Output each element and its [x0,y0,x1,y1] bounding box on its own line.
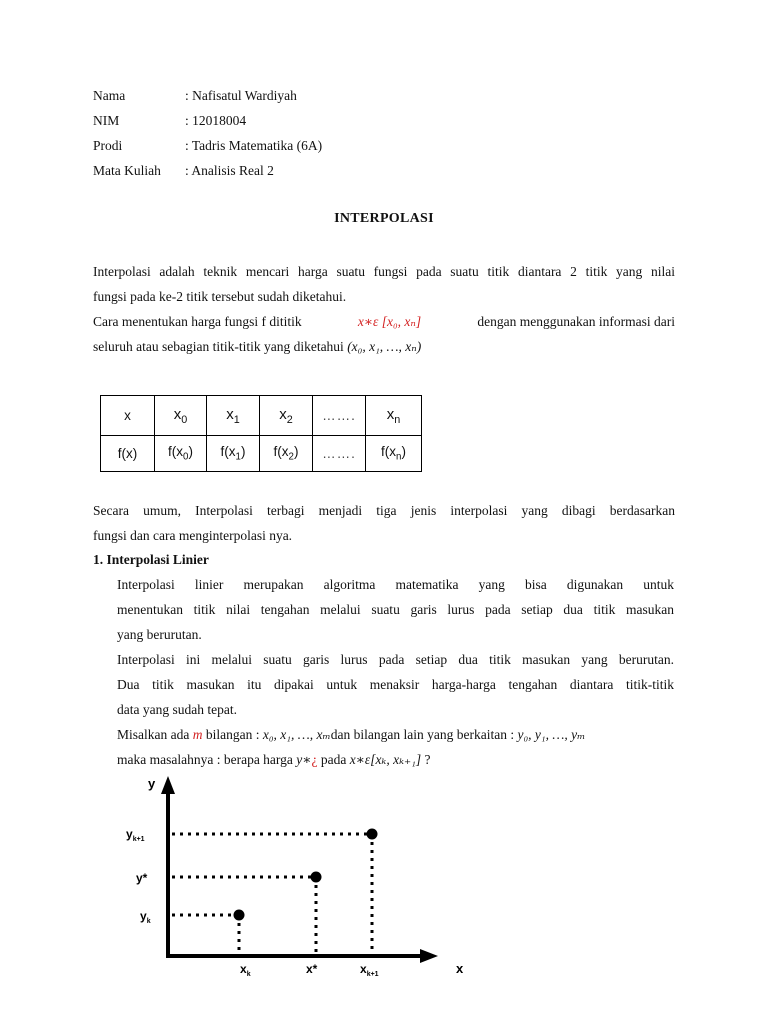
info-value: : Tadris Matematika (6A) [185,138,323,153]
text-line [93,334,675,359]
table-cell: $x_n$ [366,396,422,436]
table-cell: x [101,396,155,436]
y-tick-label: $y_{k+1}$ [126,827,145,843]
y-tick-label: y* [136,871,148,885]
section-heading: 1. Interpolasi Linier [93,552,209,567]
table-cell: ……. [313,436,366,472]
info-label: Nama [93,88,126,103]
text-line [117,722,674,747]
table-cell: $f(x_2)$ [260,436,313,472]
point-k [234,910,245,921]
text-segment: Cara menentukan harga fungsi f dititik [93,314,302,329]
text-line: fungsi pada ke-2 titik tersebut sudah diketahui. [93,289,347,304]
x-axis-label: x [456,961,464,976]
point-star [311,872,322,883]
math-expression: ¿ [311,752,318,767]
table-row [101,436,422,472]
text-line: Interpolasi linier merupakan algoritma matematika yang bisa digunakan untuk [117,577,674,592]
table-cell: $x_0$ [155,396,207,436]
interpolation-graph [0,770,768,1024]
text-line: data yang sudah tepat. [117,702,237,717]
y-tick-label: $y_k$ [140,909,151,925]
table-cell: $x_2$ [260,396,313,436]
y-axis-arrow-icon [161,776,175,794]
intro-paragraph [93,259,675,359]
info-value: : Analisis Real 2 [185,163,274,178]
text-line [117,747,674,772]
info-label: NIM [93,113,120,128]
math-expression: y∗ [296,752,312,767]
text-segment: seluruh atau sebagian titik-titik yang diketahui [93,339,344,354]
text-segment: bilangan : [205,727,260,742]
text-line: Interpolasi adalah teknik mencari harga suatu fungsi pada suatu titik diantara 2 titik yang nilai [93,264,675,279]
table-cell: f(x) [101,436,155,472]
math-expression: (x₀, x₁, …, xₙ) [347,339,422,354]
text-segment: ? [421,752,431,767]
point-k1 [367,829,378,840]
text-segment: dengan menggunakan informasi dari [477,314,675,329]
table-cell: $f(x_0)$ [155,436,207,472]
text-line: Dua titik masukan itu dipakai untuk menaksir harga-harga tengahan diantara titik-titik [117,677,674,692]
info-label: Mata Kuliah [93,163,161,178]
info-label: Prodi [93,138,123,153]
text-line: fungsi dan cara menginterpolasi nya. [93,528,293,543]
table-cell: $x_1$ [207,396,260,436]
x-axis-arrow-icon [420,949,438,963]
math-expression: m [192,727,203,742]
y-axis-label: y [148,776,156,791]
math-expression: x∗ε[xₖ, xₖ₊₁] [349,752,422,767]
text-line: yang berurutan. [117,627,202,642]
table-cell: $f(x_n)$ [366,436,422,472]
x-tick-label: x* [306,962,318,976]
text-line: Secara umum, Interpolasi terbagi menjadi tiga jenis interpolasi yang dibagi berdasarkan [93,503,675,518]
text-line: menentukan titik nilai tengahan melalui suatu garis lurus pada setiap dua titik masukan [117,602,674,617]
table-cell: ……. [313,396,366,436]
interpolation-table [100,395,422,472]
text-line [93,309,675,334]
general-paragraph [93,498,675,548]
math-expression: y₀, y₁, …, yₘ [517,727,586,742]
text-segment: pada [320,752,347,767]
text-line: Interpolasi ini melalui suatu garis lurus pada setiap dua titik masukan yang berurutan. [117,652,674,667]
info-value: : 12018004 [185,113,247,128]
text-segment: dan bilangan lain yang berkaitan : [330,727,515,742]
info-value: : Nafisatul Wardiyah [185,88,297,103]
table-cell: $f(x_1)$ [207,436,260,472]
math-expression: x∗ε [x₀, xₙ] [357,314,422,329]
x-tick-label: $x_k$ [240,962,251,978]
math-expression: x₀, x₁, …, xₘ [262,727,331,742]
text-segment: maka masalahnya : berapa harga [117,752,293,767]
page-title: INTERPOLASI [334,211,434,226]
x-tick-label: $x_{k+1}$ [360,962,379,978]
section1-body [117,572,674,772]
text-segment: Misalkan ada [117,727,190,742]
table-row [101,396,422,436]
